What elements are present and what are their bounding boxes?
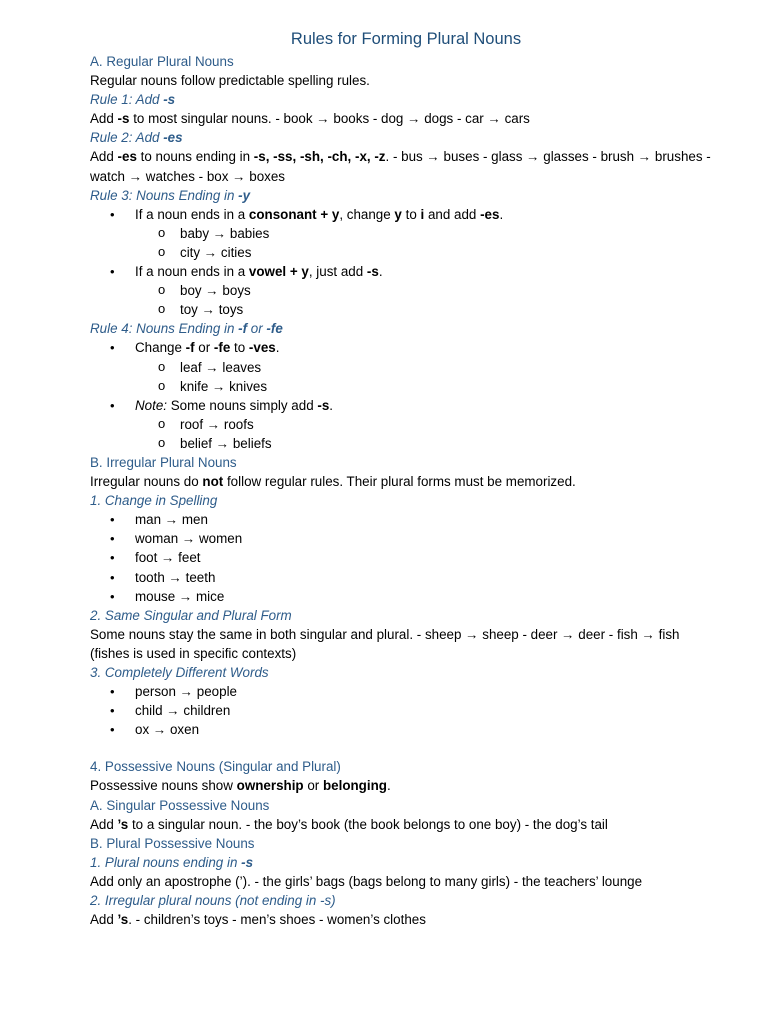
example-item: o leaf → leaves [135,358,720,377]
list-item: • tooth → teeth [90,568,720,587]
list-item: • child → children [90,701,720,720]
spacer [90,739,720,757]
rule1-text: Add -s to most singular nouns. - book → books - dog → dogs - car → cars [90,111,530,127]
example-item: o belief → beliefs [135,434,720,453]
paragraph-regular-intro: Regular nouns follow predictable spelling rules. [90,73,370,89]
example-item: o boy → boys [135,281,720,300]
example-item: o baby → babies [135,224,720,243]
example-sublist [135,358,720,396]
list-item: • mouse → mice [90,587,720,606]
different-words-list [90,682,720,739]
rule1-heading: Rule 1: Add -s [90,92,176,108]
plural-possessive-heading: B. Plural Possessive Nouns [90,835,255,851]
possessive-intro: Possessive nouns show ownership or belonging. [90,778,391,794]
rule2-heading: Rule 2: Add -es [90,130,183,146]
rule2-text: Add -es to nouns ending in -s, -ss, -sh, -ch, -x, -z. - bus → buses - glass → glasses - brush → brushes - watch → watches - box → boxes [90,149,711,184]
example-sublist [135,415,720,453]
document-title: Rules for Forming Plural Nouns [290,30,522,48]
example-item: o city → cities [135,243,720,262]
rule3-heading: Rule 3: Nouns Ending in -y [90,187,251,203]
irregular-plural-possessive-heading: 2. Irregular plural nouns (not ending in -s) [90,893,336,909]
singular-possessive-text: Add ’s to a singular noun. - the boy’s book (the book belongs to one boy) - the dog’s tail [90,816,608,832]
section-heading-possessive: 4. Possessive Nouns (Singular and Plural) [90,759,341,775]
list-item: • If a noun ends in a consonant + y, change y to i and add -es. o baby → babies o city → cities [90,205,720,262]
document-body [90,52,720,929]
list-item: • ox → oxen [90,720,720,739]
rule4-heading: Rule 4: Nouns Ending in -f or -fe [90,321,283,337]
same-form-text: Some nouns stay the same in both singular and plural. - sheep → sheep - deer → deer - fish → fish (fishes is used in specific contexts) [90,626,680,661]
singular-possessive-heading: A. Singular Possessive Nouns [90,797,270,813]
plural-ending-s-text: Add only an apostrophe (’). - the girls’ bags (bags belong to many girls) - the teachers’ lounge [90,873,643,889]
paragraph-irregular-intro: Irregular nouns do not follow regular rules. Their plural forms must be memorized. [90,474,576,490]
example-item: o roof → roofs [135,415,720,434]
example-sublist [135,224,720,262]
example-sublist [135,281,720,319]
rule4-list [90,338,720,453]
rule3-list [90,205,720,320]
list-item: • Change -f or -fe to -ves. o leaf → leaves o knife → knives [90,338,720,395]
section-heading-irregular-plurals: B. Irregular Plural Nouns [90,454,237,470]
list-item: • If a noun ends in a vowel + y, just add -s. o boy → boys o toy → toys [90,262,720,319]
example-item: o toy → toys [135,300,720,319]
different-words-heading: 3. Completely Different Words [90,665,269,680]
example-item: o knife → knives [135,377,720,396]
change-in-spelling-list [90,510,720,605]
list-item: • person → people [90,682,720,701]
irregular-plural-possessive-text: Add ’s. - children’s toys - men’s shoes - women’s clothes [90,912,426,928]
change-in-spelling-heading: 1. Change in Spelling [90,493,218,509]
plural-ending-s-heading: 1. Plural nouns ending in -s [90,854,254,870]
list-item: • woman → women [90,529,720,548]
same-form-heading: 2. Same Singular and Plural Form [90,607,292,623]
list-item: • foot → feet [90,548,720,567]
section-heading-regular-plurals: A. Regular Plural Nouns [90,54,234,69]
list-item: • Note: Some nouns simply add -s. o roof → roofs o belief → beliefs [90,396,720,453]
list-item: • man → men [90,510,720,529]
